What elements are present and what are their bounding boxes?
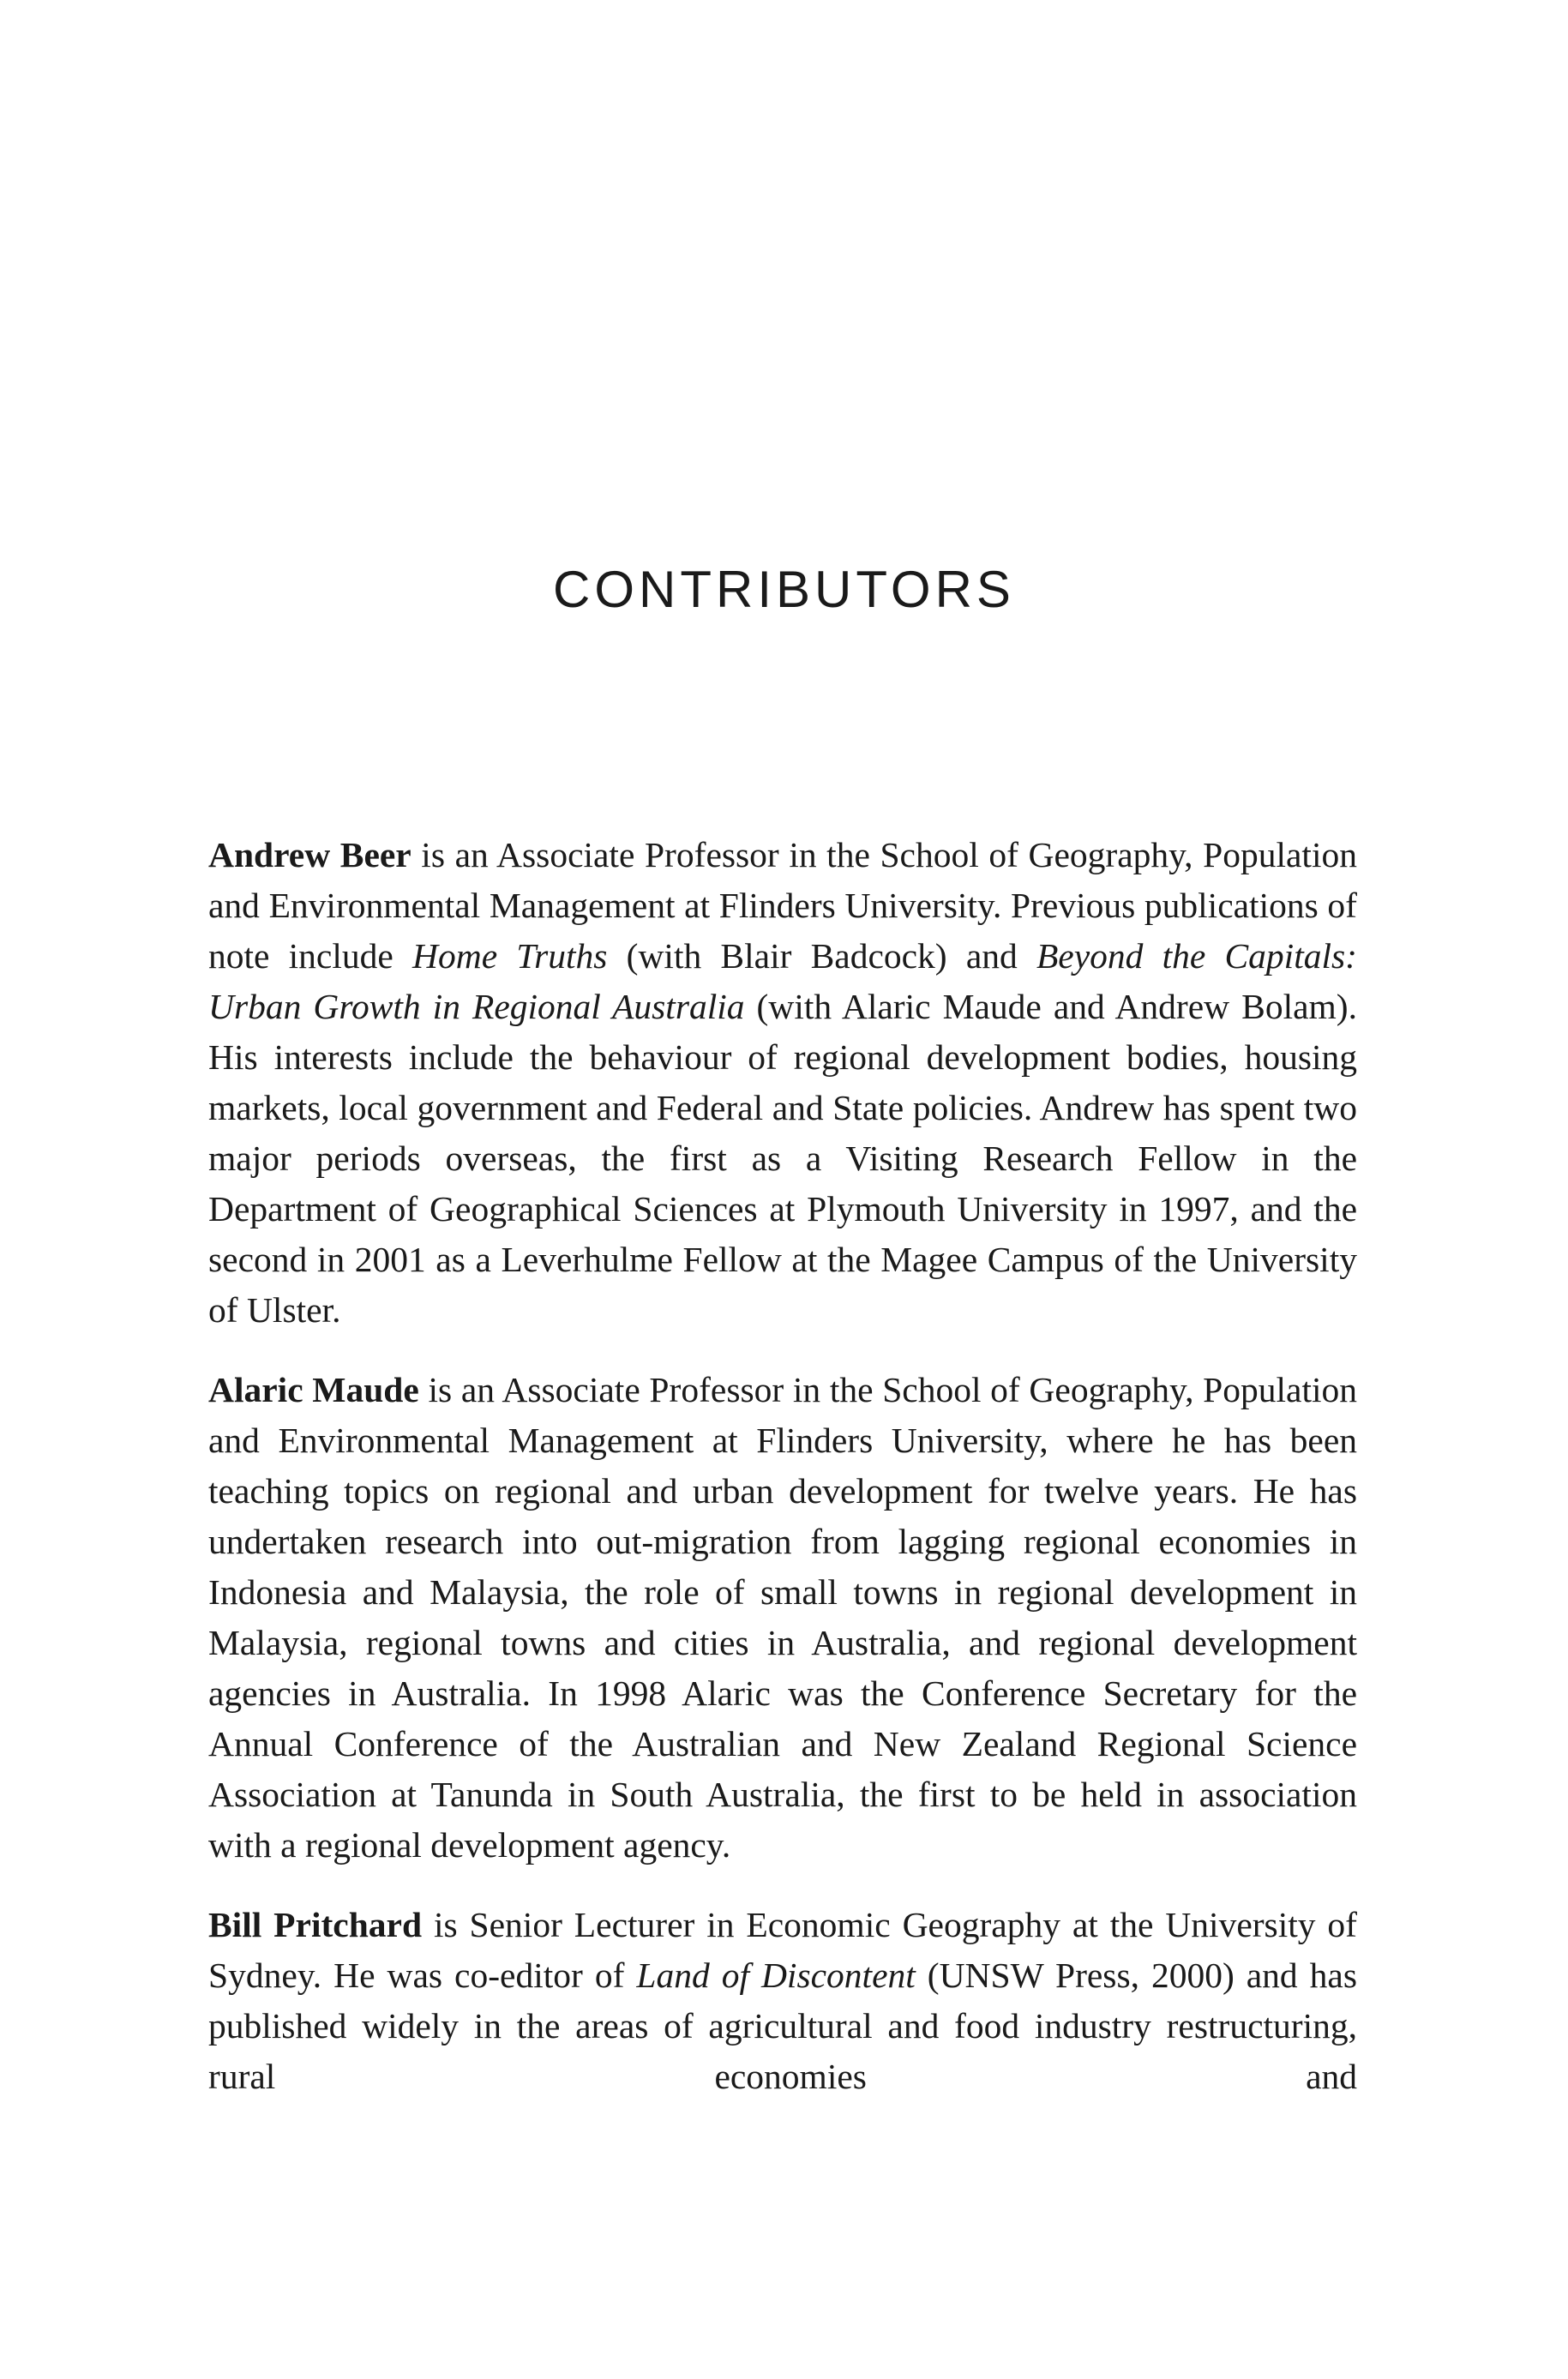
contributor-name: Alaric Maude xyxy=(208,1370,419,1409)
contributor-name: Bill Pritchard xyxy=(208,1905,423,1944)
bio-text: is an Associate Professor in the School of Geography, Population and Environmental Management at Flinders University. Previous publications of note include xyxy=(208,835,1357,976)
contributor-name: Andrew Beer xyxy=(208,835,412,874)
contributors-list xyxy=(208,830,1357,2131)
bio-text: (with Alaric Maude and Andrew Bolam). His interests include the behaviour of regional development bodies, housing markets, local government and Federal and State policies. Andrew has spent two major periods overseas, the first as a Visiting Research Fellow in the Department of Geographical Sciences at Plymouth University in 1997, and the second in 2001 as a Leverhulme Fellow at the Magee Campus of the University of Ulster. xyxy=(208,987,1357,1330)
bio-text: (with Blair Badcock) and xyxy=(607,936,1036,976)
contributor-entry-beer xyxy=(208,830,1357,1336)
contributor-entry-pritchard xyxy=(208,1900,1357,2102)
contributor-entry-maude xyxy=(208,1365,1357,1871)
bio-text: is Senior Lecturer in Economic Geography at the University of Sydney. He was co-editor of xyxy=(208,1905,1357,1995)
bio-text: (UNSW Press, 2000) and has published widely in the areas of agricultural and food industry restructuring, rural economies and xyxy=(208,1955,1357,2096)
book-title: Beyond the Capitals: Urban Growth in Regional Australia xyxy=(208,936,1357,1026)
bio-text: is an Associate Professor in the School of Geography, Population and Environmental Management at Flinders University, where he has been teaching topics on regional and urban development for twelve years. He has undertaken research into out-migration from lagging regional economies in Indonesia and Malaysia, the role of small towns in regional development in Malaysia, regional towns and cities in Australia, and regional development agencies in Australia. In 1998 Alaric was the Conference Secretary for the Annual Conference of the Australian and New Zealand Regional Science Association at Tanunda in South Australia, the first to be held in association with a regional development agency. xyxy=(208,1370,1358,1865)
book-title: Home Truths xyxy=(412,936,608,976)
book-title: Land of Discontent xyxy=(636,1955,916,1995)
page-title: CONTRIBUTORS xyxy=(553,561,1015,618)
